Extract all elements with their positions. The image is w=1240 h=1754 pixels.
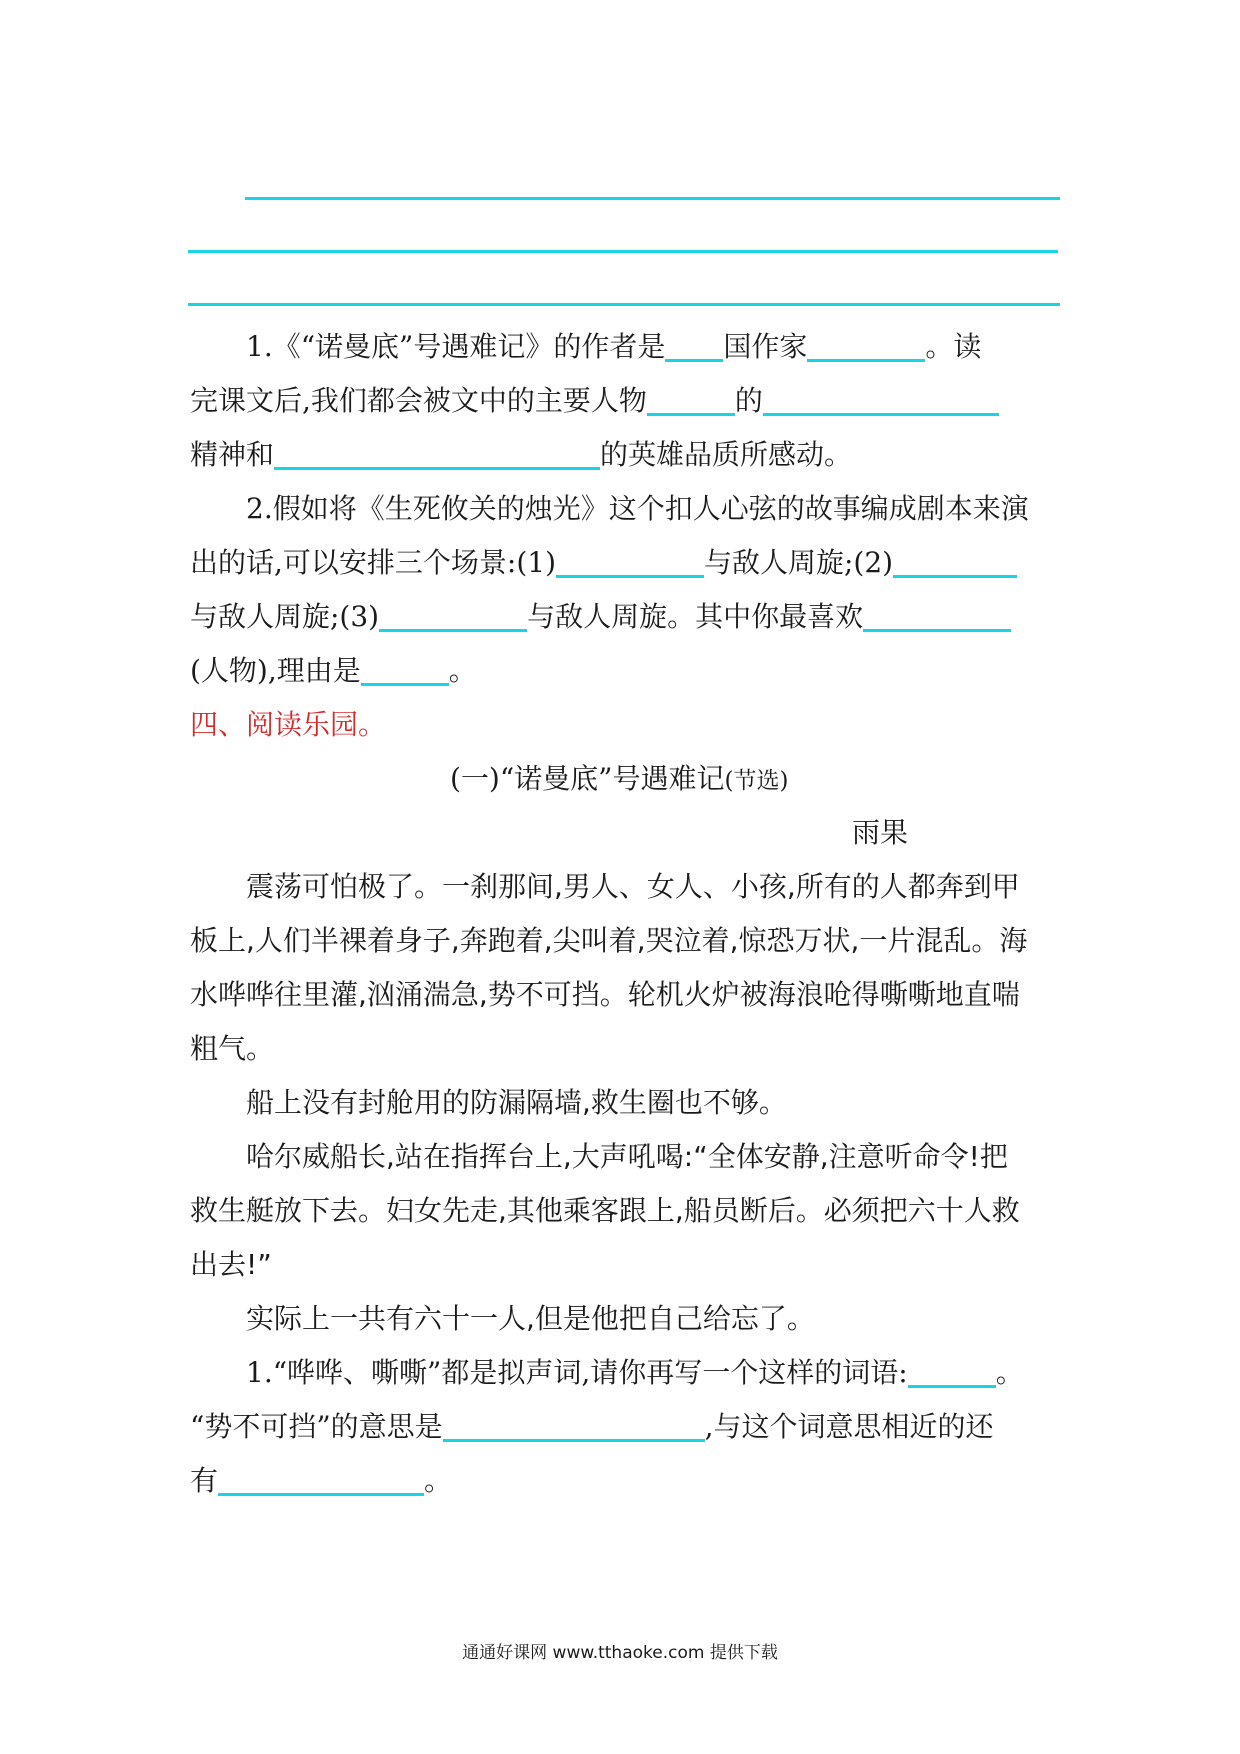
passage-p1-line-1: 震荡可怕极了。一刹那间,男人、女人、小孩,所有的人都奔到甲 (246, 870, 1020, 903)
q2-blank-reason[interactable] (361, 653, 449, 686)
q1-line-1: 1.《“诺曼底”号遇难记》的作者是 国作家 。读 (246, 330, 982, 363)
q1-text-a: 1.《“诺曼底”号遇难记》的作者是 (246, 330, 666, 363)
q2-blank-scene-3[interactable] (379, 599, 527, 632)
passage-p2: 船上没有封舱用的防漏隔墙,救生圈也不够。 (246, 1086, 787, 1119)
passage-title: (一)“诺曼底”号遇难记(节选) (450, 762, 789, 795)
passage-author: 雨果 (852, 816, 909, 849)
passage-p3-line-3: 出去!” (190, 1248, 272, 1281)
q1-blank-author[interactable] (807, 329, 925, 362)
passage-p4: 实际上一共有六十一人,但是他把自己给忘了。 (246, 1302, 815, 1335)
rq1-line-1: 1.“哗哗、嘶嘶”都是拟声词,请你再写一个这样的词语: 。 (246, 1356, 1024, 1389)
q2-blank-scene-2[interactable] (893, 545, 1017, 578)
passage-p3-line-2: 救生艇放下去。妇女先走,其他乘客跟上,船员断后。必须把六十人救 (190, 1194, 1020, 1227)
q1-line-3: 精神和 的英雄品质所感动。 (190, 438, 853, 471)
passage-p1-line-4: 粗气。 (190, 1032, 275, 1065)
rq1-line-2: “势不可挡”的意思是 ,与这个词意思相近的还 (190, 1410, 994, 1443)
rq1-line-3: 有 。 (190, 1464, 453, 1497)
q1-blank-spirit[interactable] (763, 383, 999, 416)
q1-line-2: 完课文后,我们都会被文中的主要人物 的 (190, 381, 1060, 421)
rq1-blank-meaning[interactable] (443, 1409, 705, 1442)
q2-blank-favorite[interactable] (863, 599, 1011, 632)
q1-blank-character[interactable] (647, 383, 735, 416)
passage-p3-line-1: 哈尔威船长,站在指挥台上,大声吼喝:“全体安静,注意听命令!把 (246, 1140, 1008, 1173)
passage-p1-line-2: 板上,人们半裸着身子,奔跑着,尖叫着,哭泣着,惊恐万状,一片混乱。海 (190, 924, 1028, 957)
passage-p1-line-3: 水哗哗往里灌,汹涌湍急,势不可挡。轮机火炉被海浪呛得嘶嘶地直喘 (190, 978, 1020, 1011)
q2-line-3: 与敌人周旋;(3) 与敌人周旋。其中你最喜欢 (190, 597, 1060, 637)
answer-rule-3[interactable] (188, 303, 1060, 306)
q2-line-2: 出的话,可以安排三个场景:(1) 与敌人周旋;(2) (190, 543, 1060, 583)
footer-watermark: 通通好课网 www.tthaoke.com 提供下载 (462, 1643, 778, 1663)
answer-rule-1[interactable] (245, 197, 1060, 200)
q2-line-4: (人物),理由是 。 (190, 654, 477, 687)
q1-blank-country[interactable] (665, 329, 723, 362)
passage-title-note: (节选) (724, 768, 789, 794)
answer-rule-2[interactable] (188, 250, 1058, 253)
section-heading: 四、阅读乐园。 (190, 708, 387, 741)
rq1-blank-onomatopoeia[interactable] (908, 1355, 996, 1388)
q2-line-1: 2.假如将《生死攸关的烛光》这个扣人心弦的故事编成剧本来演 (246, 492, 1029, 525)
rq1-blank-synonym[interactable] (218, 1463, 424, 1496)
q1-blank-quality[interactable] (274, 437, 600, 470)
q2-blank-scene-1[interactable] (556, 545, 704, 578)
